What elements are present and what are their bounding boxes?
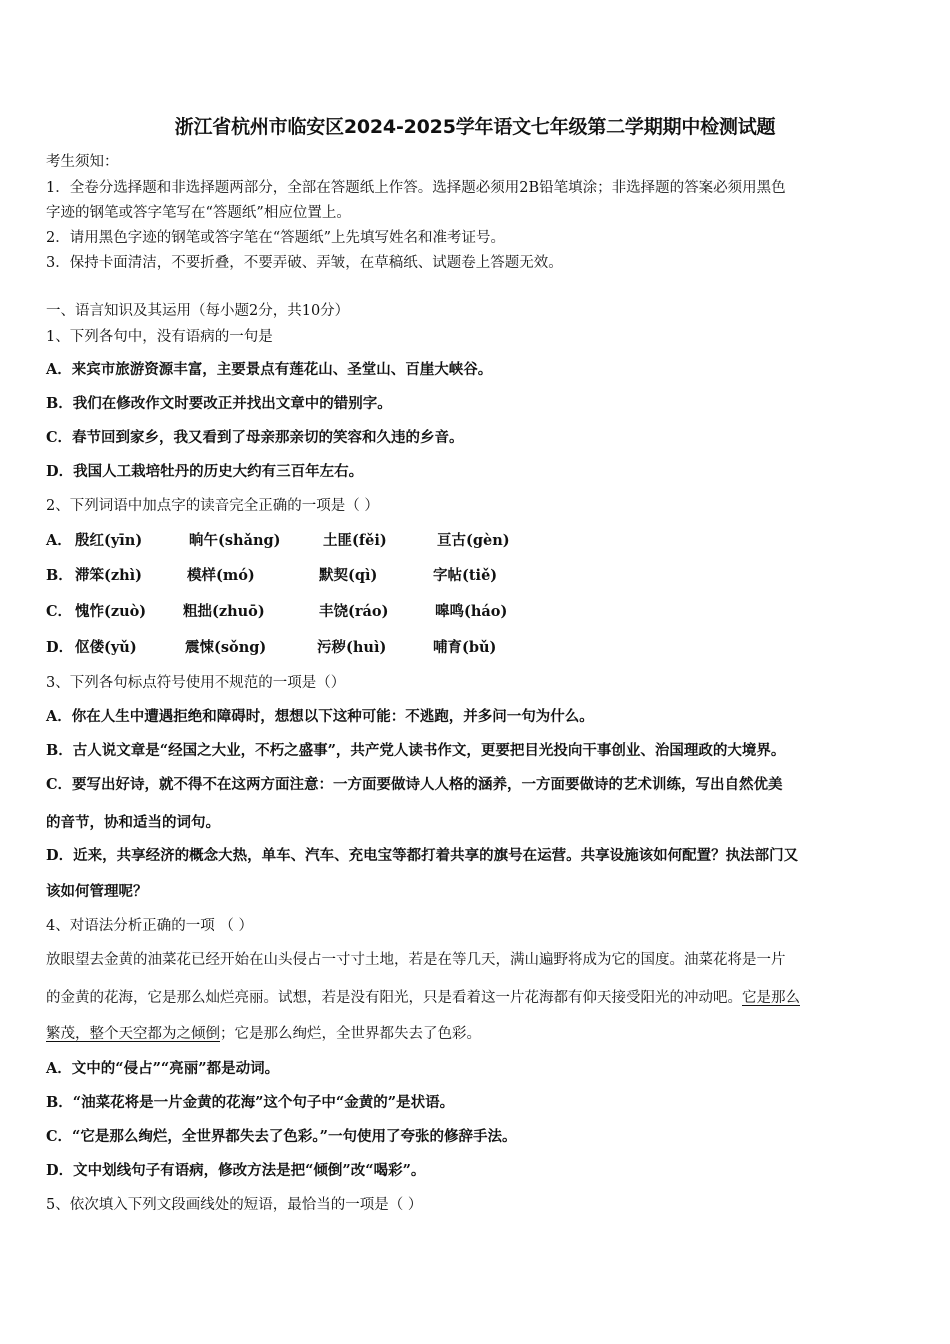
notice-item-3: 3．保持卡面清洁，不要折叠，不要弄破、弄皱，在草稿纸、试题卷上答题无效。	[46, 255, 563, 271]
q4-underlined-sentence-part-2: 繁茂，整个天空都为之倾倒	[46, 1026, 220, 1042]
q4-passage-line-3-text: ；它是那么绚烂，全世界都失去了色彩。	[220, 1026, 481, 1042]
q3-option-d-line-2: 该如何管理呢？	[46, 883, 148, 900]
q2-row-a-word-3: 土匪(fěi)	[323, 532, 387, 549]
q4-option-b: B．“油菜花将是一片金黄的花海”这个句子中“金黄的”是状语。	[46, 1094, 455, 1111]
q2-row-d-word-1: 伛偻(yǔ)	[75, 639, 137, 656]
q5-stem: 5、依次填入下列文段画线处的短语，最恰当的一项是（ ）	[46, 1197, 423, 1213]
q1-option-a: A．来宾市旅游资源丰富，主要景点有莲花山、圣堂山、百崖大峡谷。	[46, 361, 493, 378]
q2-row-a-label: A．	[46, 532, 72, 549]
q2-row-a-word-2: 晌午(shǎng)	[189, 532, 281, 549]
q4-passage-line-1: 放眼望去金黄的油菜花已经开始在山头侵占一寸寸土地，若是在等几天，满山遍野将成为它的国度。油菜花将是一片	[46, 952, 786, 968]
q3-option-b: B．古人说文章是“经国之大业，不朽之盛事”，共产党人读书作文，更要把目光投向干事创业、治国理政的大境界。	[46, 742, 786, 759]
q2-row-c-word-1: 愧怍(zuò)	[75, 603, 147, 620]
q3-option-c-line-2: 的音节，协和适当的词句。	[46, 814, 220, 831]
q3-option-c-line-1: C．要写出好诗，就不得不在这两方面注意：一方面要做诗人人格的涵养，一方面要做诗的艺术训练，写出自然优美	[46, 776, 783, 793]
notice-item-2: 2．请用黑色字迹的钢笔或答字笔在“答题纸”上先填写姓名和准考证号。	[46, 230, 506, 246]
q4-option-c: C．“它是那么绚烂，全世界都失去了色彩。”一句使用了夸张的修辞手法。	[46, 1128, 517, 1145]
notice-heading: 考生须知：	[46, 154, 119, 170]
q2-stem: 2、下列词语中加点字的读音完全正确的一项是（ ）	[46, 498, 379, 514]
q1-option-b: B．我们在修改作文时要改正并找出文章中的错别字。	[46, 395, 392, 412]
page-title: 浙江省杭州市临安区2024-2025学年语文七年级第二学期期中检测试题	[174, 116, 776, 138]
q4-passage-line-2	[46, 988, 800, 1008]
q4-stem: 4、对语法分析正确的一项 （ ）	[46, 918, 253, 934]
q2-row-c-label: C．	[46, 603, 73, 620]
q2-row-b-word-2: 模样(mó)	[187, 567, 255, 584]
q2-row-b-word-4: 字帖(tiě)	[433, 567, 498, 584]
q1-stem: 1、下列各句中，没有语病的一句是	[46, 329, 273, 345]
q2-row-d-word-2: 震悚(sǒng)	[185, 639, 267, 656]
q2-row-b-word-1: 滞笨(zhì)	[75, 567, 143, 584]
q2-row-d-label: D．	[46, 639, 74, 656]
q4-underlined-sentence-part-1: 它是那么	[742, 990, 800, 1006]
q1-option-d: D．我国人工栽培牡丹的历史大约有三百年左右。	[46, 463, 364, 480]
notice-item-1a: 1．全卷分选择题和非选择题两部分，全部在答题纸上作答。选择题必须用2B铅笔填涂；非选择题的答案必须用黑色	[46, 180, 786, 196]
q2-row-b-label: B．	[46, 567, 73, 584]
q4-passage-line-2-text: 的金黄的花海，它是那么灿烂亮丽。试想，若是没有阳光，只是看着这一片花海都有仰天接受阳光的冲动吧。	[46, 990, 742, 1006]
q3-option-a: A．你在人生中遭遇拒绝和障碍时，想想以下这种可能：不逃跑，并多问一句为什么。	[46, 708, 594, 725]
q3-option-d-line-1: D．近来，共享经济的概念大热，单车、汽车、充电宝等都打着共享的旗号在运营。共享设施该如何配置？执法部门又	[46, 847, 799, 864]
q2-row-c-word-3: 丰饶(ráo)	[319, 603, 389, 620]
q2-row-a-word-4: 亘古(gèn)	[437, 532, 510, 549]
q2-row-c-word-4: 嗥鸣(háo)	[435, 603, 508, 620]
q2-row-d-word-3: 污秽(huì)	[317, 639, 387, 656]
q4-option-a: A．文中的“侵占”“亮丽”都是动词。	[46, 1060, 280, 1077]
section-1-heading: 一、语言知识及其运用（每小题2分，共10分）	[46, 303, 350, 319]
q4-passage-line-3	[46, 1024, 481, 1044]
q3-stem: 3、下列各句标点符号使用不规范的一项是（）	[46, 675, 346, 691]
q1-option-c: C．春节回到家乡，我又看到了母亲那亲切的笑容和久违的乡音。	[46, 429, 464, 446]
q2-row-b-word-3: 默契(qì)	[319, 567, 378, 584]
q2-row-c-word-2: 粗拙(zhuō)	[183, 603, 265, 620]
q2-row-d-word-4: 哺育(bǔ)	[433, 639, 497, 656]
q4-option-d: D．文中划线句子有语病，修改方法是把“倾倒”改“喝彩”。	[46, 1162, 426, 1179]
q2-row-a-word-1: 殷红(yīn)	[75, 532, 143, 549]
notice-item-1b: 字迹的钢笔或答字笔写在“答题纸”相应位置上。	[46, 205, 351, 221]
